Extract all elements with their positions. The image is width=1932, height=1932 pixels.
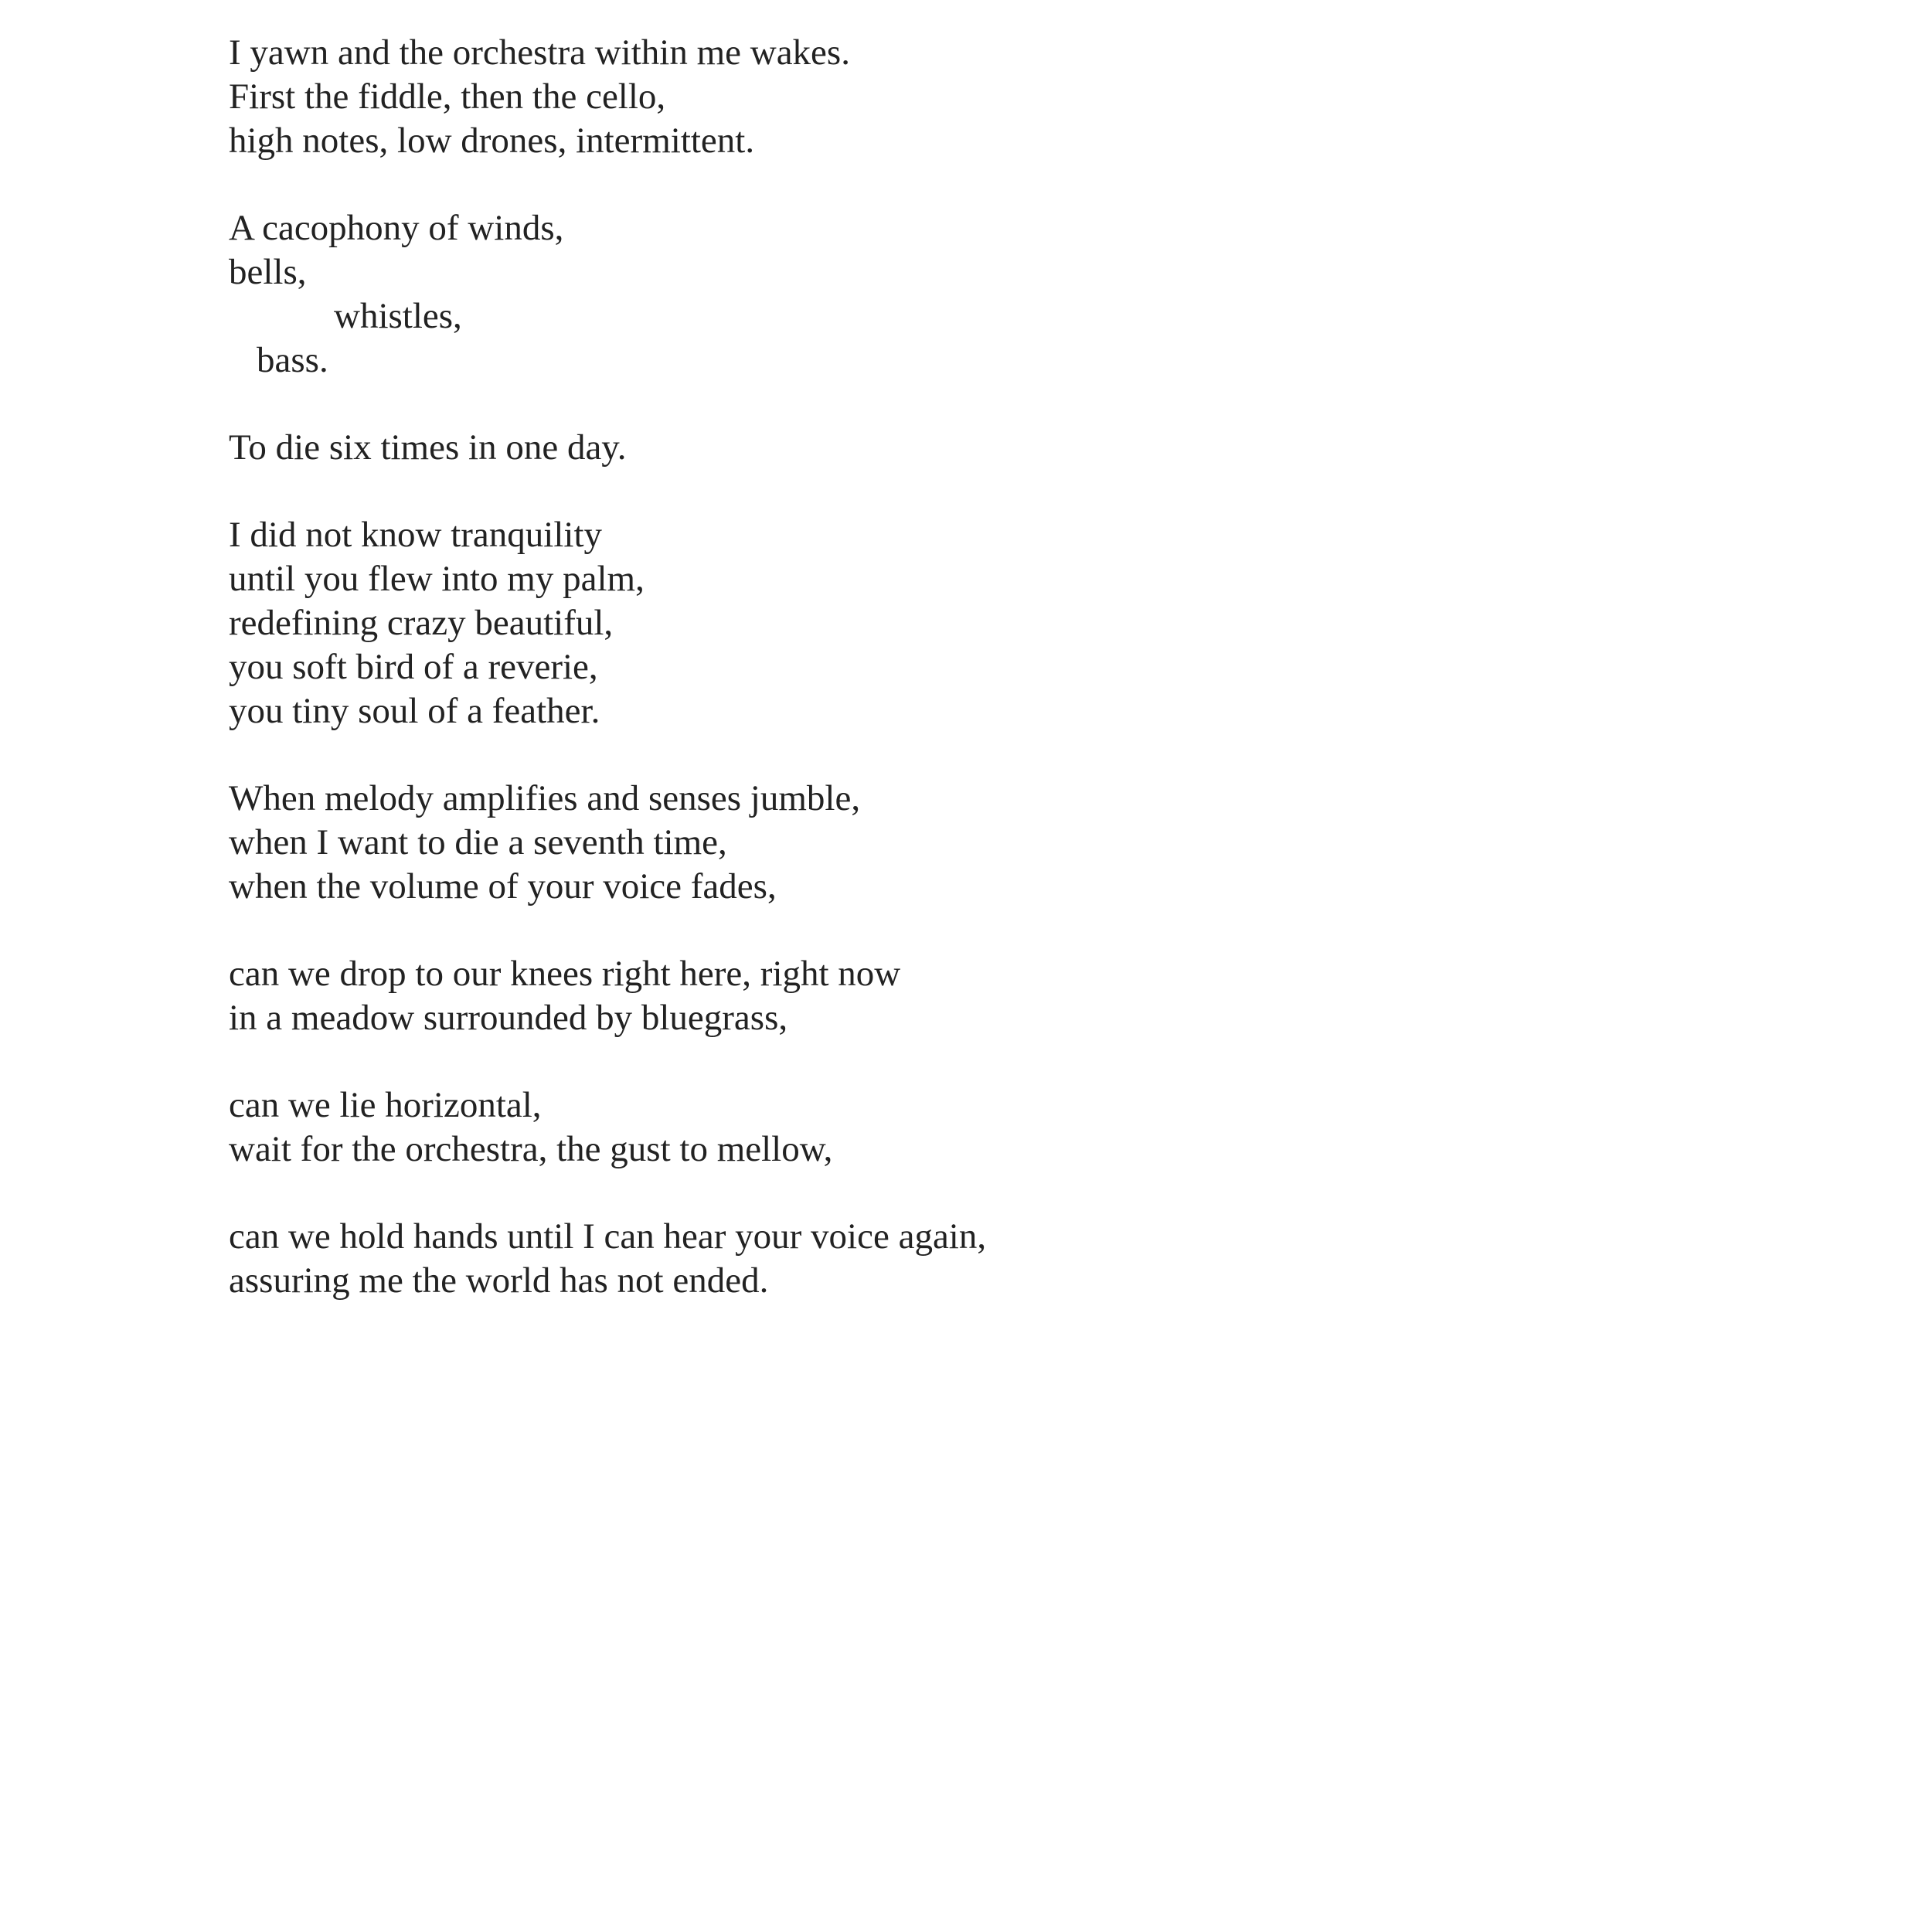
poem-line: you soft bird of a reverie, xyxy=(229,647,598,687)
stanza-8 xyxy=(229,1215,1697,1303)
stanza-7 xyxy=(229,1083,1697,1172)
poem-line: when the volume of your voice fades, xyxy=(229,866,777,906)
stanza-1 xyxy=(229,31,1697,163)
stanza-6 xyxy=(229,952,1697,1040)
poem-line: bells, xyxy=(229,252,307,292)
poem-line: can we drop to our knees right here, right now xyxy=(229,954,901,994)
poem-line: I did not know tranquility xyxy=(229,515,603,555)
poem-line: in a meadow surrounded by bluegrass, xyxy=(229,998,788,1038)
poem-body xyxy=(229,31,1697,1346)
poem-line: To die six times in one day. xyxy=(229,427,627,468)
poem-line: when I want to die a seventh time, xyxy=(229,822,727,862)
poem-line: A cacophony of winds, xyxy=(229,208,564,248)
poem-line: whistles, xyxy=(334,296,462,336)
poem-line: high notes, low drones, intermittent. xyxy=(229,121,755,161)
poem-line: First the fiddle, then the cello, xyxy=(229,77,666,117)
poem-line: until you flew into my palm, xyxy=(229,559,645,599)
stanza-5 xyxy=(229,777,1697,909)
poem-line: When melody amplifies and senses jumble, xyxy=(229,778,861,818)
poem-line: redefining crazy beautiful, xyxy=(229,603,614,643)
poem-line: can we hold hands until I can hear your voice again, xyxy=(229,1216,987,1257)
poem-line: you tiny soul of a feather. xyxy=(229,691,600,731)
poem-line: bass. xyxy=(257,340,328,380)
stanza-2 xyxy=(229,206,1697,383)
poem-line: assuring me the world has not ended. xyxy=(229,1260,769,1301)
poem-line: I yawn and the orchestra within me wakes. xyxy=(229,32,850,73)
stanza-4 xyxy=(229,513,1697,733)
poem-line: wait for the orchestra, the gust to mellow, xyxy=(229,1129,833,1169)
poem-line: can we lie horizontal, xyxy=(229,1085,542,1125)
stanza-3 xyxy=(229,426,1697,470)
